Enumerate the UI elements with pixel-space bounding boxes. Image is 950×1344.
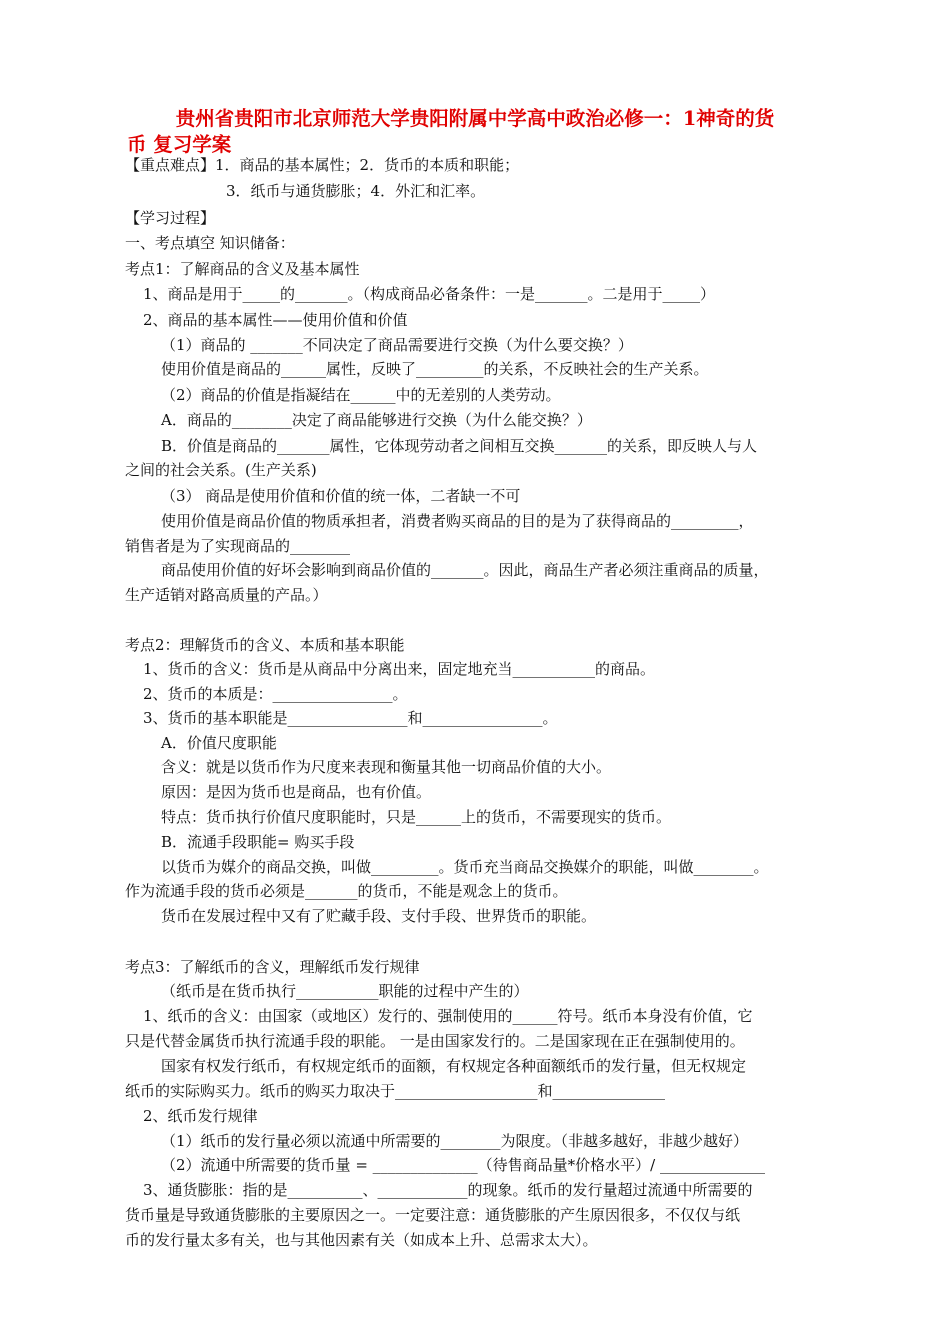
- point3-item1-cont: 只是代替金属货币执行流通手段的职能。 一是由国家发行的。二是国家现在正在强制使用的。: [125, 1032, 745, 1050]
- key-points-line-2: 3．纸币与通货膨胀；4．外汇和汇率。: [226, 182, 486, 200]
- point1-sub3-text1-cont: 销售者是为了实现商品的________: [125, 537, 351, 555]
- point3-item1-text2: 国家有权发行纸币，有权规定纸币的面额，有权规定各种面额纸币的发行量，但无权规定: [161, 1057, 747, 1075]
- point2-a-feature: 特点：货币执行价值尺度职能时，只是______上的货币，不需要现实的货币。: [161, 808, 672, 826]
- point2-b-text1: 以货币为媒介的商品交换，叫做_________。货币充当商品交换媒介的职能，叫做________。: [161, 858, 769, 876]
- section-heading-fill: 一、考点填空 知识储备：: [125, 234, 295, 252]
- point3-item2-rule2: （2）流通中所需要的货币量 = ______________（待售商品量*价格水平）/ ______________: [161, 1156, 765, 1174]
- point1-sub3: （3） 商品是使用价值和价值的统一体，二者缺一不可: [161, 487, 521, 505]
- point2-item2: 2、货币的本质是：________________。: [143, 685, 408, 703]
- point1-sub3-text1: 使用价值是商品价值的物质承担者，消费者购买商品的目的是为了获得商品的_________，: [161, 512, 754, 530]
- point3-item3: 3、通货膨胀：指的是__________、____________的现象。纸币的发行量超过流通中所需要的: [143, 1181, 753, 1199]
- section-heading-process: 【学习过程】: [125, 209, 216, 227]
- point3-item3-cont2: 币的发行量太多有关，也与其他因素有关（如成本上升、总需求太大）。: [125, 1231, 598, 1249]
- point2-b-text2: 作为流通手段的货币必须是_______的货币，不能是观念上的货币。: [125, 882, 568, 900]
- point2-item3: 3、货币的基本职能是________________和________________。: [143, 709, 558, 727]
- point3-heading: 考点3：了解纸币的含义，理解纸币发行规律: [125, 958, 420, 976]
- point2-a: A．价值尺度职能: [161, 734, 277, 752]
- point2-item1: 1、货币的含义：货币是从商品中分离出来，固定地充当___________的商品。: [143, 660, 656, 678]
- point1-sub2-a: A．商品的________决定了商品能够进行交换（为什么能交换？）: [161, 411, 592, 429]
- point1-sub2-b-cont: 之间的社会关系。(生产关系): [125, 461, 317, 479]
- point3-note: （纸币是在货币执行___________职能的过程中产生的）: [161, 982, 529, 1000]
- point3-item2: 2、纸币发行规律: [143, 1107, 258, 1125]
- point2-heading: 考点2：理解货币的含义、本质和基本职能: [125, 636, 405, 654]
- point1-sub1: （1）商品的 _______不同决定了商品需要进行交换（为什么要交换？）: [161, 336, 633, 354]
- point1-use-value: 使用价值是商品的______属性，反映了_________的关系，不反映社会的生产关系。: [161, 360, 709, 378]
- point3-item1-text2-cont: 纸币的实际购买力。纸币的购买力取决于___________________和_______________: [125, 1082, 666, 1100]
- document-title-line2: 币 复习学案: [127, 133, 232, 156]
- point1-heading: 考点1：了解商品的含义及基本属性: [125, 260, 360, 278]
- point2-b-text3: 货币在发展过程中又有了贮藏手段、支付手段、世界货币的职能。: [161, 907, 597, 925]
- point3-item1: 1、纸币的含义：由国家（或地区）发行的、强制使用的______符号。纸币本身没有价值，它: [143, 1007, 753, 1025]
- point1-sub2-b: B．价值是商品的_______属性，它体现劳动者之间相互交换_______的关系，即反映人与人: [161, 437, 758, 455]
- key-points-line: 【重点难点】1．商品的基本属性；2．货币的本质和职能；: [125, 156, 520, 174]
- point1-item2: 2、商品的基本属性——使用价值和价值: [143, 311, 408, 329]
- point3-item2-rule1: （1）纸币的发行量必须以流通中所需要的________为限度。（非越多越好，非越少越好）: [161, 1132, 749, 1150]
- point1-sub3-text2: 商品使用价值的好坏会影响到商品价值的_______。因此，商品生产者必须注重商品的质量，: [161, 561, 769, 579]
- point3-item3-cont1: 货币量是导致通货膨胀的主要原因之一。一定要注意：通货膨胀的产生原因很多，不仅仅与纸: [125, 1206, 741, 1224]
- point2-b: B．流通手段职能= 购买手段: [161, 833, 355, 851]
- point2-a-meaning: 含义：就是以货币作为尺度来表现和衡量其他一切商品价值的大小。: [161, 758, 612, 776]
- point1-item1: 1、商品是用于_____的_______。（构成商品必备条件：一是_______。二是用于_____）: [143, 285, 716, 303]
- point2-a-reason: 原因：是因为货币也是商品，也有价值。: [161, 783, 432, 801]
- point1-sub3-text2-cont: 生产适销对路高质量的产品。）: [125, 586, 328, 604]
- point1-sub2: （2）商品的价值是指凝结在______中的无差别的人类劳动。: [161, 386, 561, 404]
- document-title-line1: 贵州省贵阳市北京师范大学贵阳附属中学高中政治必修一：1神奇的货: [175, 107, 775, 130]
